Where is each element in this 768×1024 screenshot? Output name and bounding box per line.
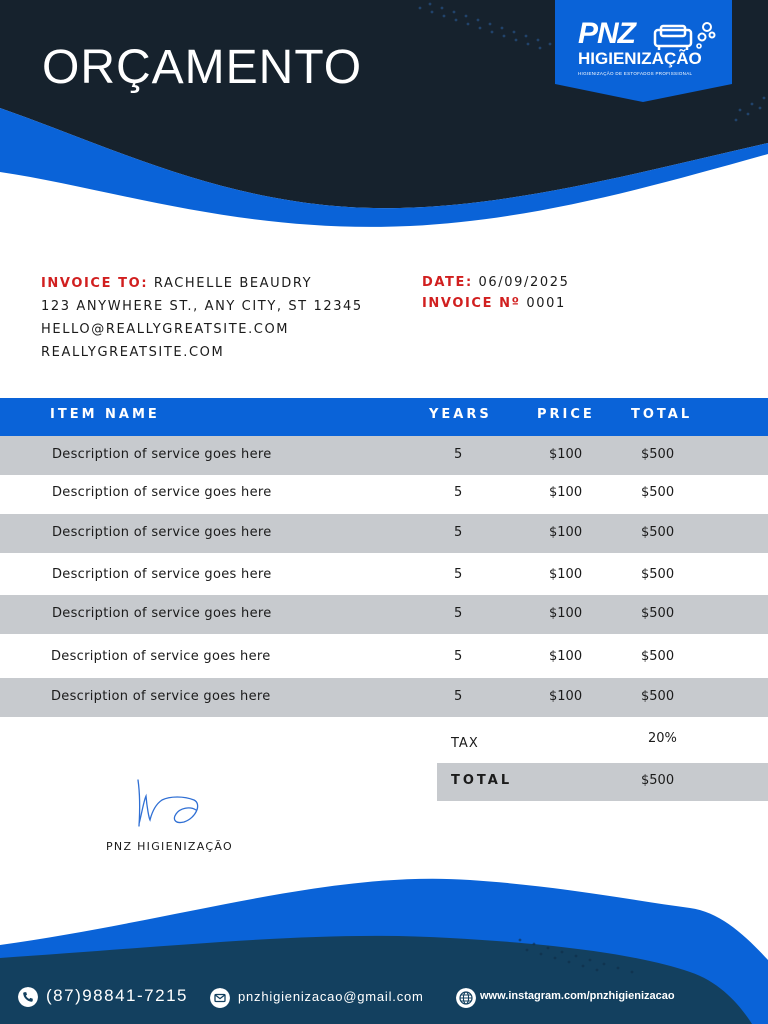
logo-tagline: HIGIENIZAÇÃO DE ESTOFADOS PROFISSIONAL [578, 71, 693, 76]
table-row [0, 436, 768, 475]
client-address: 123 ANYWHERE ST., ANY CITY, ST 12345 [41, 299, 363, 314]
row-description: Description of service goes here [52, 525, 272, 540]
phone-number: (87)98841-7215 [46, 986, 188, 1005]
invoice-number: 0001 [526, 296, 566, 311]
table-row [0, 514, 768, 553]
invoice-to-line: INVOICE TO: RACHELLE BEAUDRY [41, 276, 313, 291]
row-price: $100 [549, 606, 583, 621]
total-label: TOTAL [451, 773, 513, 788]
row-price: $100 [549, 649, 583, 664]
page-title: ORÇAMENTO [42, 41, 363, 94]
invoice-to-block [41, 272, 363, 364]
column-header-price: PRICE [537, 407, 595, 422]
column-header-total: TOTAL [631, 407, 693, 422]
column-header-item-name: ITEM NAME [50, 407, 160, 422]
client-website: REALLYGREATSITE.COM [41, 345, 225, 360]
row-price: $100 [549, 689, 583, 704]
date-line: DATE: 06/09/2025 [422, 275, 570, 290]
row-price: $100 [549, 567, 583, 582]
row-years: 5 [454, 606, 463, 621]
mail-icon [210, 988, 230, 1008]
row-years: 5 [454, 525, 463, 540]
logo-brand: PNZ [578, 17, 635, 50]
row-description: Description of service goes here [51, 689, 271, 704]
client-name: RACHELLE BEAUDRY [153, 276, 313, 291]
row-total: $500 [641, 525, 675, 540]
row-description: Description of service goes here [52, 567, 272, 582]
table-row [0, 678, 768, 717]
instagram-url: www.instagram.com/pnzhigienizacao [480, 990, 675, 1002]
row-total: $500 [641, 689, 675, 704]
phone-icon [18, 987, 38, 1007]
row-description: Description of service goes here [52, 606, 272, 621]
globe-icon [456, 988, 476, 1008]
row-total: $500 [641, 447, 675, 462]
table-header [0, 398, 768, 436]
client-email: HELLO@REALLYGREATSITE.COM [41, 322, 290, 337]
invoice-meta-block [422, 272, 569, 314]
logo-name: HIGIENIZAÇÃO [578, 49, 702, 68]
date-label: DATE [422, 275, 466, 290]
row-total: $500 [641, 606, 675, 621]
signature-name: PNZ HIGIENIZAÇÃO [106, 840, 233, 853]
table-row [0, 595, 768, 634]
tax-value: 20% [648, 731, 677, 746]
row-description: Description of service goes here [51, 649, 271, 664]
tax-label: TAX [451, 736, 479, 751]
signature [132, 774, 204, 830]
table-row [0, 638, 768, 677]
invoice-number-label: INVOICE Nº [422, 296, 521, 311]
table-row [0, 556, 768, 595]
row-total: $500 [641, 485, 675, 500]
row-years: 5 [454, 485, 463, 500]
row-years: 5 [454, 649, 463, 664]
row-price: $100 [549, 525, 583, 540]
invoice-date: 06/09/2025 [478, 275, 570, 290]
email-address: pnzhigienizacao@gmail.com [238, 989, 424, 1004]
row-years: 5 [454, 567, 463, 582]
row-total: $500 [641, 567, 675, 582]
row-years: 5 [454, 689, 463, 704]
row-description: Description of service goes here [52, 447, 272, 462]
invoice-number-line [422, 293, 569, 314]
row-years: 5 [454, 447, 463, 462]
row-description: Description of service goes here [52, 485, 272, 500]
row-price: $100 [549, 447, 583, 462]
column-header-years: YEARS [429, 407, 492, 422]
row-price: $100 [549, 485, 583, 500]
table-row [0, 474, 768, 513]
row-total: $500 [641, 649, 675, 664]
invoice-to-label: INVOICE TO [41, 276, 142, 291]
total-value: $500 [641, 773, 675, 788]
sofa-icon [651, 22, 723, 52]
